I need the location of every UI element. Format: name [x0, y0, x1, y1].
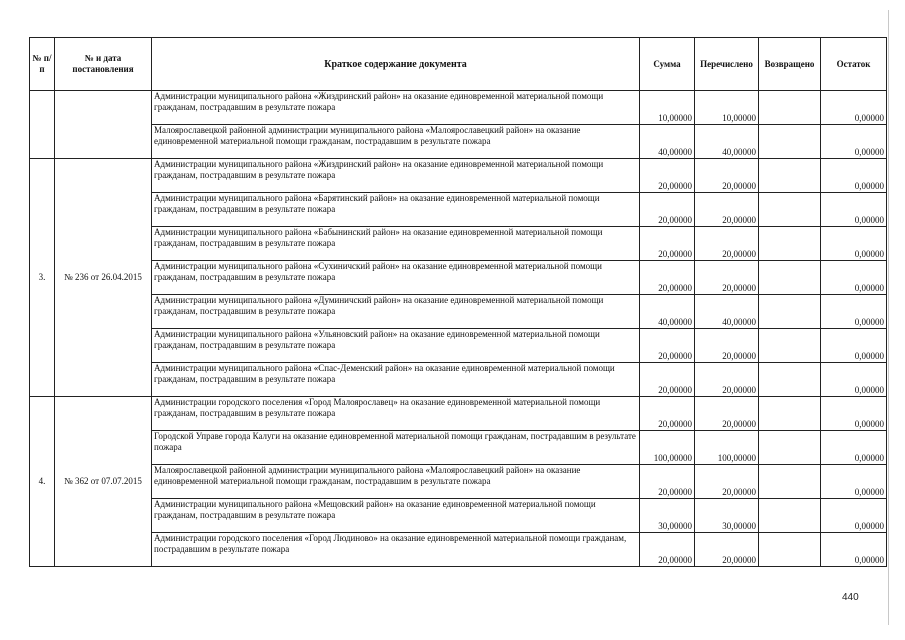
- amount-transferred: 100,00000: [695, 431, 759, 465]
- amount-returned: [759, 363, 821, 397]
- page-number: 440: [842, 592, 859, 603]
- amount-sum: 20,00000: [640, 465, 695, 499]
- amount-transferred: 20,00000: [695, 193, 759, 227]
- amount-returned: [759, 533, 821, 567]
- amount-transferred: 30,00000: [695, 499, 759, 533]
- table-row: [30, 227, 887, 261]
- table-row: [30, 193, 887, 227]
- amount-balance: 0,00000: [821, 125, 887, 159]
- amount-transferred: 10,00000: [695, 91, 759, 125]
- amount-returned: [759, 159, 821, 193]
- header-balance: Остаток: [821, 38, 887, 91]
- document-description: Администрации муниципального района «Бабынинский район» на оказание единовременной материальной помощи гражданам, пострадавшим в результате пожара: [152, 227, 640, 261]
- amount-sum: 20,00000: [640, 397, 695, 431]
- amount-returned: [759, 329, 821, 363]
- table-row: [30, 329, 887, 363]
- amount-returned: [759, 499, 821, 533]
- amount-balance: 0,00000: [821, 533, 887, 567]
- header-num: № п/п: [30, 38, 55, 91]
- amount-sum: 100,00000: [640, 431, 695, 465]
- table-row: [30, 295, 887, 329]
- amount-transferred: 20,00000: [695, 363, 759, 397]
- document-description: Администрации городского поселения «Город Малоярославец» на оказание единовременной материальной помощи гражданам, пострадавшим в результате пожара: [152, 397, 640, 431]
- amount-sum: 20,00000: [640, 227, 695, 261]
- amount-returned: [759, 295, 821, 329]
- header-content: Краткое содержание документа: [152, 38, 640, 91]
- table-body: [30, 91, 887, 567]
- row-number: [30, 91, 55, 159]
- amount-transferred: 20,00000: [695, 261, 759, 295]
- header-row: [30, 38, 887, 91]
- amount-returned: [759, 227, 821, 261]
- header-transferred: Перечислено: [695, 38, 759, 91]
- document-description: Администрации муниципального района «Мещовский район» на оказание единовременной материальной помощи гражданам, пострадавшим в результате пожара: [152, 499, 640, 533]
- amount-transferred: 20,00000: [695, 329, 759, 363]
- page-edge-line: [888, 10, 889, 625]
- amount-balance: 0,00000: [821, 295, 887, 329]
- amount-returned: [759, 465, 821, 499]
- amount-transferred: 40,00000: [695, 125, 759, 159]
- document-description: Администрации муниципального района «Барятинский район» на оказание единовременной материальной помощи гражданам, пострадавшим в результате пожара: [152, 193, 640, 227]
- decree-ref: [55, 91, 152, 159]
- table-row: [30, 261, 887, 295]
- amount-transferred: 20,00000: [695, 159, 759, 193]
- document-description: Администрации муниципального района «Сухиничский район» на оказание единовременной материальной помощи гражданам, пострадавшим в результате пожара: [152, 261, 640, 295]
- amount-balance: 0,00000: [821, 193, 887, 227]
- document-description: Администрации муниципального района «Жиздринский район» на оказание единовременной материальной помощи гражданам, пострадавшим в результате пожара: [152, 159, 640, 193]
- amount-returned: [759, 193, 821, 227]
- table-row: [30, 533, 887, 567]
- document-description: Администрации муниципального района «Жиздринский район» на оказание единовременной материальной помощи гражданам, пострадавшим в результате пожара: [152, 91, 640, 125]
- document-description: Администрации муниципального района «Ульяновский район» на оказание единовременной материальной помощи гражданам, пострадавшим в результате пожара: [152, 329, 640, 363]
- decree-ref: № 362 от 07.07.2015: [55, 397, 152, 567]
- amount-returned: [759, 431, 821, 465]
- amount-sum: 20,00000: [640, 363, 695, 397]
- amount-balance: 0,00000: [821, 465, 887, 499]
- amount-transferred: 20,00000: [695, 533, 759, 567]
- amount-balance: 0,00000: [821, 261, 887, 295]
- table-row: [30, 397, 887, 431]
- document-description: Администрации муниципального района «Спас-Деменский район» на оказание единовременной материальной помощи гражданам, пострадавшим в результате пожара: [152, 363, 640, 397]
- decree-ref: № 236 от 26.04.2015: [55, 159, 152, 397]
- amount-balance: 0,00000: [821, 91, 887, 125]
- amount-balance: 0,00000: [821, 363, 887, 397]
- amount-transferred: 40,00000: [695, 295, 759, 329]
- table-row: [30, 125, 887, 159]
- amount-transferred: 20,00000: [695, 397, 759, 431]
- amount-balance: 0,00000: [821, 159, 887, 193]
- amount-returned: [759, 261, 821, 295]
- amount-balance: 0,00000: [821, 431, 887, 465]
- amount-sum: 20,00000: [640, 193, 695, 227]
- row-number: 4.: [30, 397, 55, 567]
- amount-sum: 40,00000: [640, 295, 695, 329]
- amount-transferred: 20,00000: [695, 465, 759, 499]
- amount-sum: 20,00000: [640, 329, 695, 363]
- amount-balance: 0,00000: [821, 227, 887, 261]
- payments-table: [29, 37, 887, 567]
- header-returned: Возвращено: [759, 38, 821, 91]
- document-description: Малоярославецкой районной администрации муниципального района «Малоярославецкий район» на оказание единовременной материальной помощи гражданам, пострадавшим в результате пожара: [152, 125, 640, 159]
- amount-sum: 20,00000: [640, 159, 695, 193]
- table-row: [30, 465, 887, 499]
- amount-sum: 30,00000: [640, 499, 695, 533]
- document-description: Городской Управе города Калуги на оказание единовременной материальной помощи гражданам, пострадавшим в результате пожара: [152, 431, 640, 465]
- amount-sum: 20,00000: [640, 261, 695, 295]
- table-row: [30, 159, 887, 193]
- table-row: [30, 91, 887, 125]
- header-decree: № и дата постановления: [55, 38, 152, 91]
- document-description: Администрации городского поселения «Город Людиново» на оказание единовременной материальной помощи гражданам, пострадавшим в результате пожара: [152, 533, 640, 567]
- amount-returned: [759, 91, 821, 125]
- row-number: 3.: [30, 159, 55, 397]
- table-row: [30, 499, 887, 533]
- document-description: Администрации муниципального района «Думиничский район» на оказание единовременной материальной помощи гражданам, пострадавшим в результате пожара: [152, 295, 640, 329]
- amount-balance: 0,00000: [821, 329, 887, 363]
- amount-balance: 0,00000: [821, 499, 887, 533]
- amount-transferred: 20,00000: [695, 227, 759, 261]
- table-row: [30, 363, 887, 397]
- header-sum: Сумма: [640, 38, 695, 91]
- amount-balance: 0,00000: [821, 397, 887, 431]
- table-row: [30, 431, 887, 465]
- amount-returned: [759, 125, 821, 159]
- amount-returned: [759, 397, 821, 431]
- amount-sum: 40,00000: [640, 125, 695, 159]
- amount-sum: 20,00000: [640, 533, 695, 567]
- document-description: Малоярославецкой районной администрации муниципального района «Малоярославецкий район» на оказание единовременной материальной помощи гражданам, пострадавшим в результате пожара: [152, 465, 640, 499]
- amount-sum: 10,00000: [640, 91, 695, 125]
